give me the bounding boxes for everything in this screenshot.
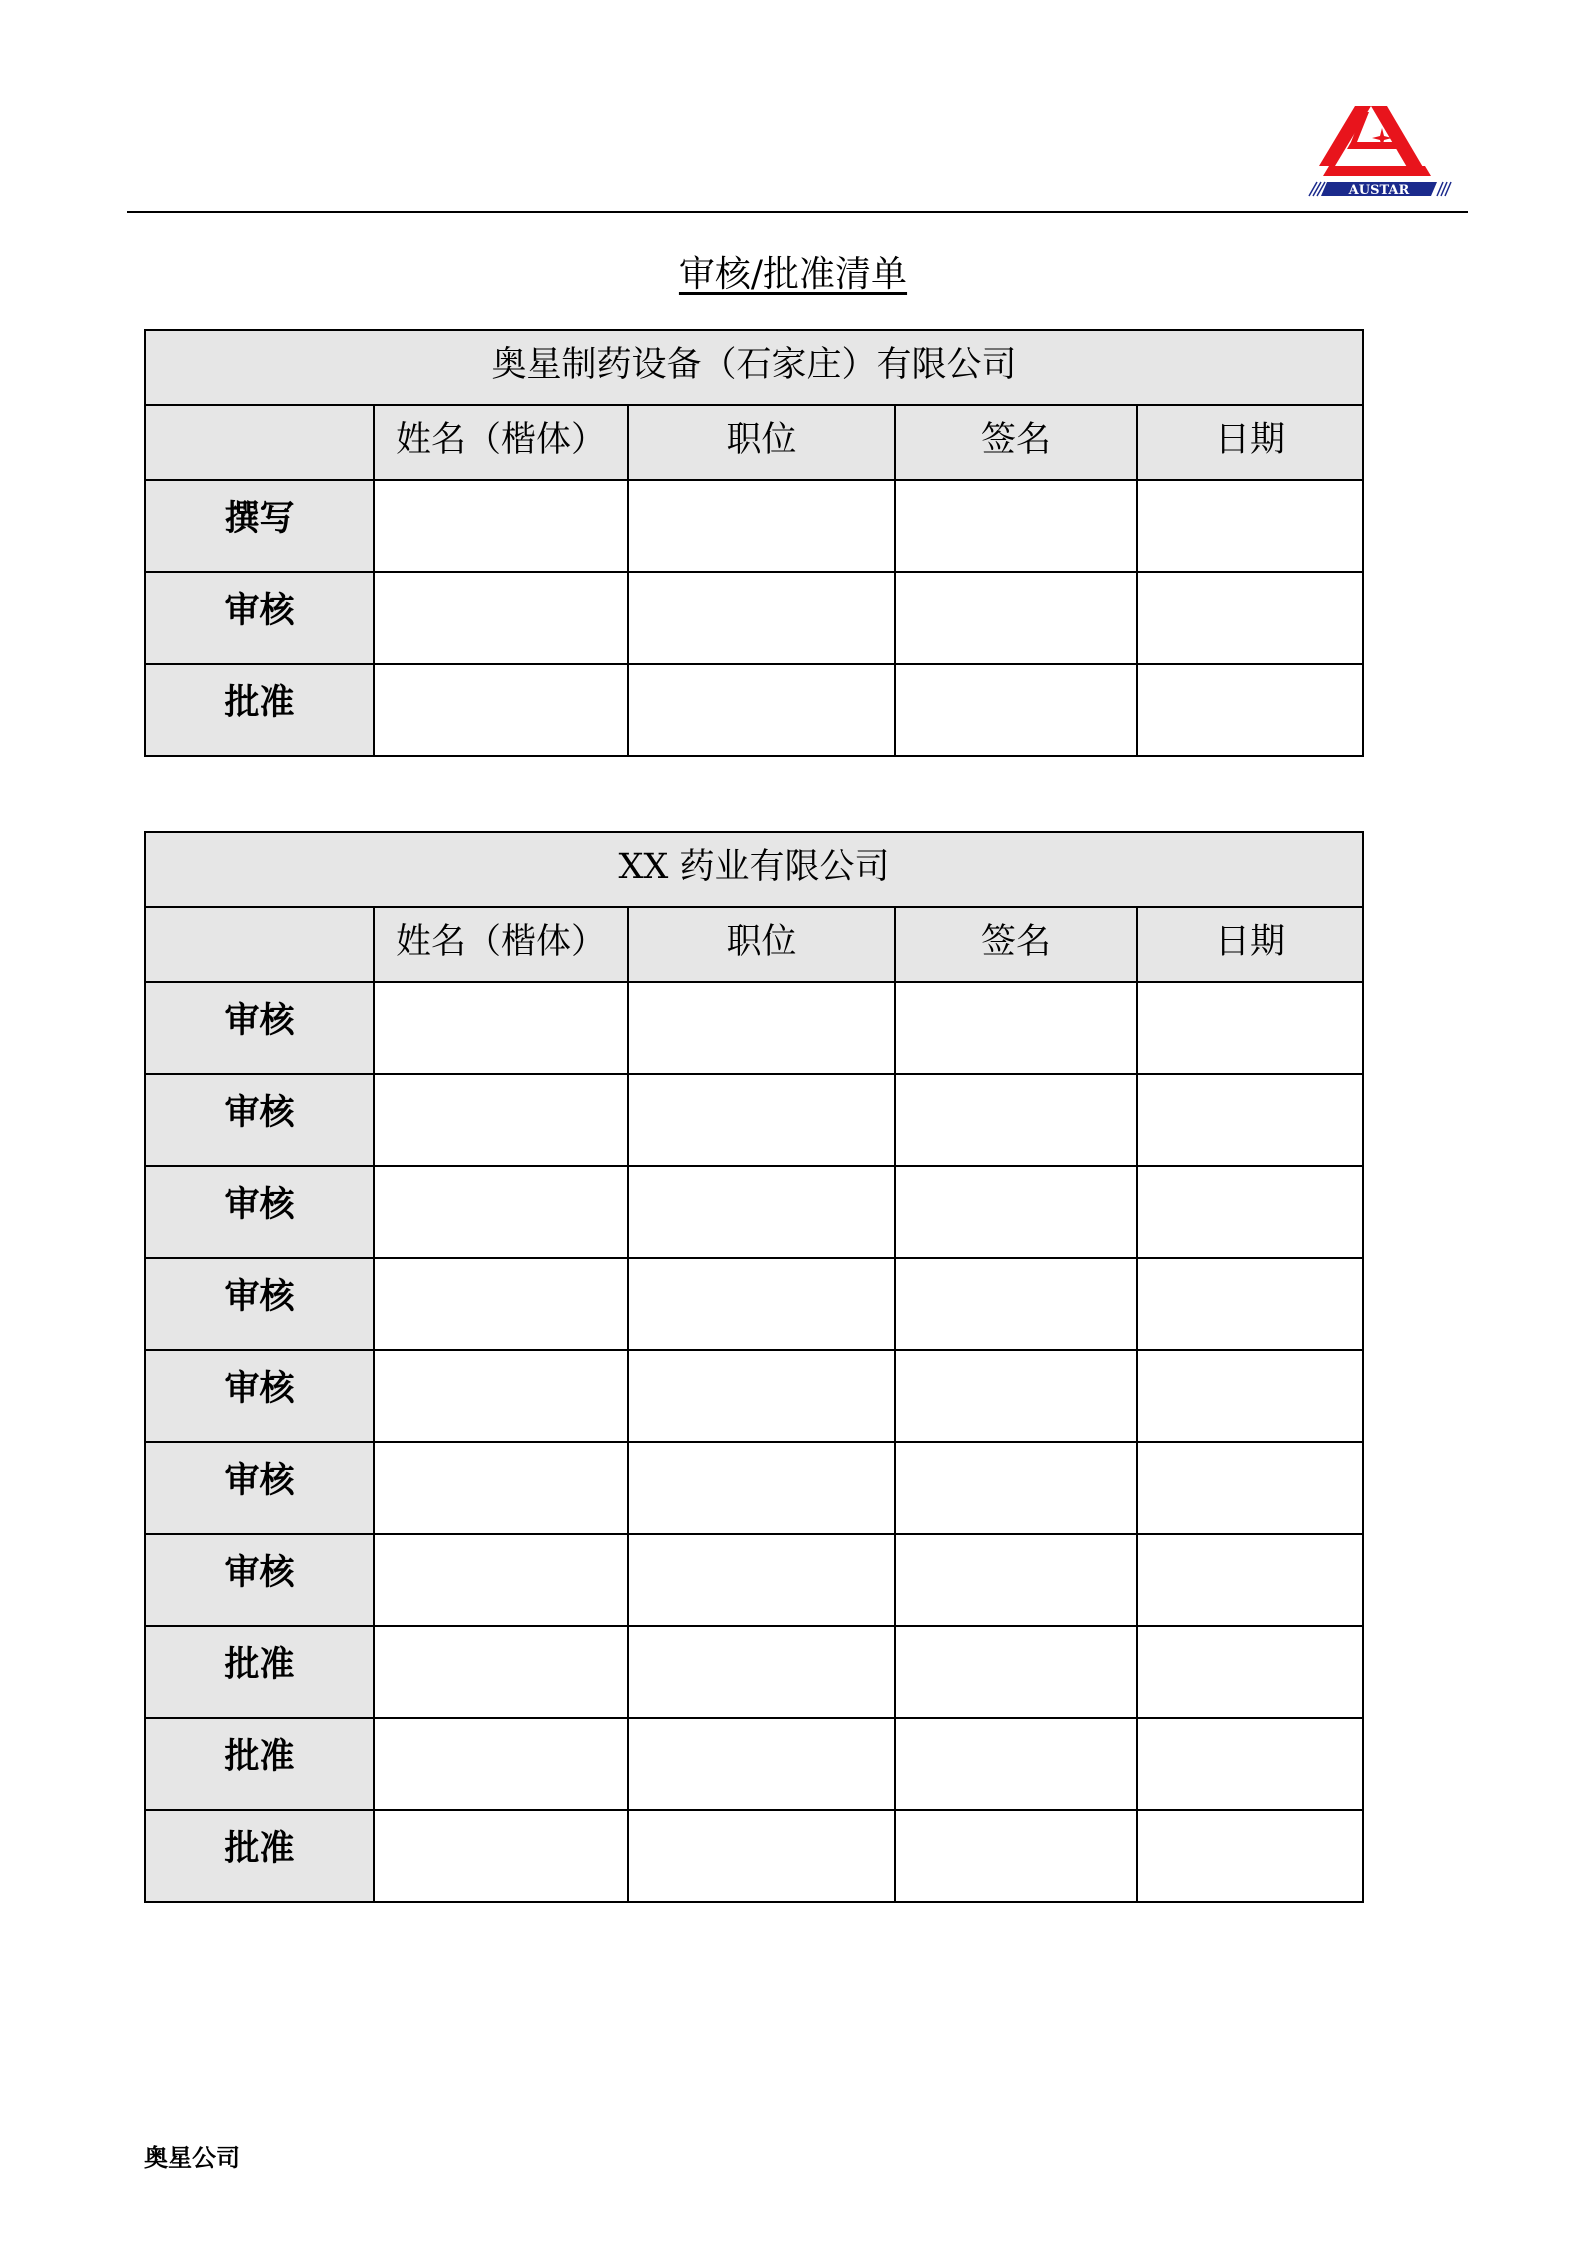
position-cell[interactable] — [628, 480, 895, 572]
row-label: 审核 — [145, 1166, 374, 1258]
name-cell[interactable] — [374, 1166, 628, 1258]
signature-cell[interactable] — [895, 572, 1137, 664]
date-cell[interactable] — [1137, 1074, 1363, 1166]
name-cell[interactable] — [374, 1074, 628, 1166]
name-cell[interactable] — [374, 1626, 628, 1718]
date-cell[interactable] — [1137, 480, 1363, 572]
date-cell[interactable] — [1137, 1442, 1363, 1534]
name-cell[interactable] — [374, 664, 628, 756]
signature-cell[interactable] — [895, 664, 1137, 756]
table-row — [145, 1258, 1363, 1350]
position-cell[interactable] — [628, 1074, 895, 1166]
page-title — [0, 246, 1586, 297]
title-text: 审核/批准清单 — [678, 254, 908, 295]
position-cell[interactable] — [628, 572, 895, 664]
table-row — [145, 1350, 1363, 1442]
col-header-name: 姓名（楷体） — [374, 907, 628, 982]
date-cell[interactable] — [1137, 1718, 1363, 1810]
table-row — [145, 1718, 1363, 1810]
signature-cell[interactable] — [895, 1810, 1137, 1902]
signature-cell[interactable] — [895, 480, 1137, 572]
position-cell[interactable] — [628, 1626, 895, 1718]
date-cell[interactable] — [1137, 1166, 1363, 1258]
name-cell[interactable] — [374, 1810, 628, 1902]
position-cell[interactable] — [628, 1534, 895, 1626]
footer-company: 奥星公司 — [144, 2144, 240, 2172]
row-label: 审核 — [145, 1534, 374, 1626]
position-cell[interactable] — [628, 1442, 895, 1534]
date-cell[interactable] — [1137, 1626, 1363, 1718]
name-cell[interactable] — [374, 1258, 628, 1350]
corner-cell — [145, 907, 374, 982]
col-header-date: 日期 — [1137, 907, 1363, 982]
header-rule — [127, 211, 1468, 213]
row-label: 批准 — [145, 664, 374, 756]
date-cell[interactable] — [1137, 1350, 1363, 1442]
name-cell[interactable] — [374, 480, 628, 572]
name-cell[interactable] — [374, 572, 628, 664]
position-cell[interactable] — [628, 1350, 895, 1442]
row-label: 审核 — [145, 1350, 374, 1442]
table-row — [145, 572, 1363, 664]
name-cell[interactable] — [374, 1534, 628, 1626]
name-cell[interactable] — [374, 1442, 628, 1534]
col-header-signature: 签名 — [895, 405, 1137, 480]
col-header-position: 职位 — [628, 907, 895, 982]
svg-text:AUSTAR: AUSTAR — [1348, 183, 1410, 198]
row-label: 审核 — [145, 982, 374, 1074]
position-cell[interactable] — [628, 982, 895, 1074]
row-label: 批准 — [145, 1626, 374, 1718]
position-cell[interactable] — [628, 664, 895, 756]
row-label: 撰写 — [145, 480, 374, 572]
table-row — [145, 480, 1363, 572]
position-cell[interactable] — [628, 1258, 895, 1350]
row-label: 审核 — [145, 1442, 374, 1534]
corner-cell — [145, 405, 374, 480]
approval-table-1 — [144, 329, 1364, 757]
row-label: 批准 — [145, 1718, 374, 1810]
row-label: 审核 — [145, 1074, 374, 1166]
position-cell[interactable] — [628, 1166, 895, 1258]
signature-cell[interactable] — [895, 1074, 1137, 1166]
company-header: 奥星制药设备（石家庄）有限公司 — [145, 330, 1363, 405]
table-row — [145, 1166, 1363, 1258]
row-label: 审核 — [145, 572, 374, 664]
col-header-date: 日期 — [1137, 405, 1363, 480]
table-row — [145, 664, 1363, 756]
table-row — [145, 982, 1363, 1074]
name-cell[interactable] — [374, 1718, 628, 1810]
date-cell[interactable] — [1137, 572, 1363, 664]
name-cell[interactable] — [374, 982, 628, 1074]
col-header-name: 姓名（楷体） — [374, 405, 628, 480]
col-header-signature: 签名 — [895, 907, 1137, 982]
position-cell[interactable] — [628, 1718, 895, 1810]
signature-cell[interactable] — [895, 1442, 1137, 1534]
table-row — [145, 1810, 1363, 1902]
austar-logo — [1305, 104, 1455, 202]
signature-cell[interactable] — [895, 1350, 1137, 1442]
date-cell[interactable] — [1137, 982, 1363, 1074]
signature-cell[interactable] — [895, 1534, 1137, 1626]
table-row — [145, 1626, 1363, 1718]
name-cell[interactable] — [374, 1350, 628, 1442]
signature-cell[interactable] — [895, 1258, 1137, 1350]
signature-cell[interactable] — [895, 982, 1137, 1074]
date-cell[interactable] — [1137, 1258, 1363, 1350]
date-cell[interactable] — [1137, 1810, 1363, 1902]
company-header: XX 药业有限公司 — [145, 832, 1363, 907]
date-cell[interactable] — [1137, 1534, 1363, 1626]
row-label: 审核 — [145, 1258, 374, 1350]
table-row — [145, 1442, 1363, 1534]
approval-table-2 — [144, 831, 1364, 1903]
signature-cell[interactable] — [895, 1626, 1137, 1718]
position-cell[interactable] — [628, 1810, 895, 1902]
table-row — [145, 1074, 1363, 1166]
signature-cell[interactable] — [895, 1166, 1137, 1258]
date-cell[interactable] — [1137, 664, 1363, 756]
table-row — [145, 1534, 1363, 1626]
row-label: 批准 — [145, 1810, 374, 1902]
col-header-position: 职位 — [628, 405, 895, 480]
signature-cell[interactable] — [895, 1718, 1137, 1810]
